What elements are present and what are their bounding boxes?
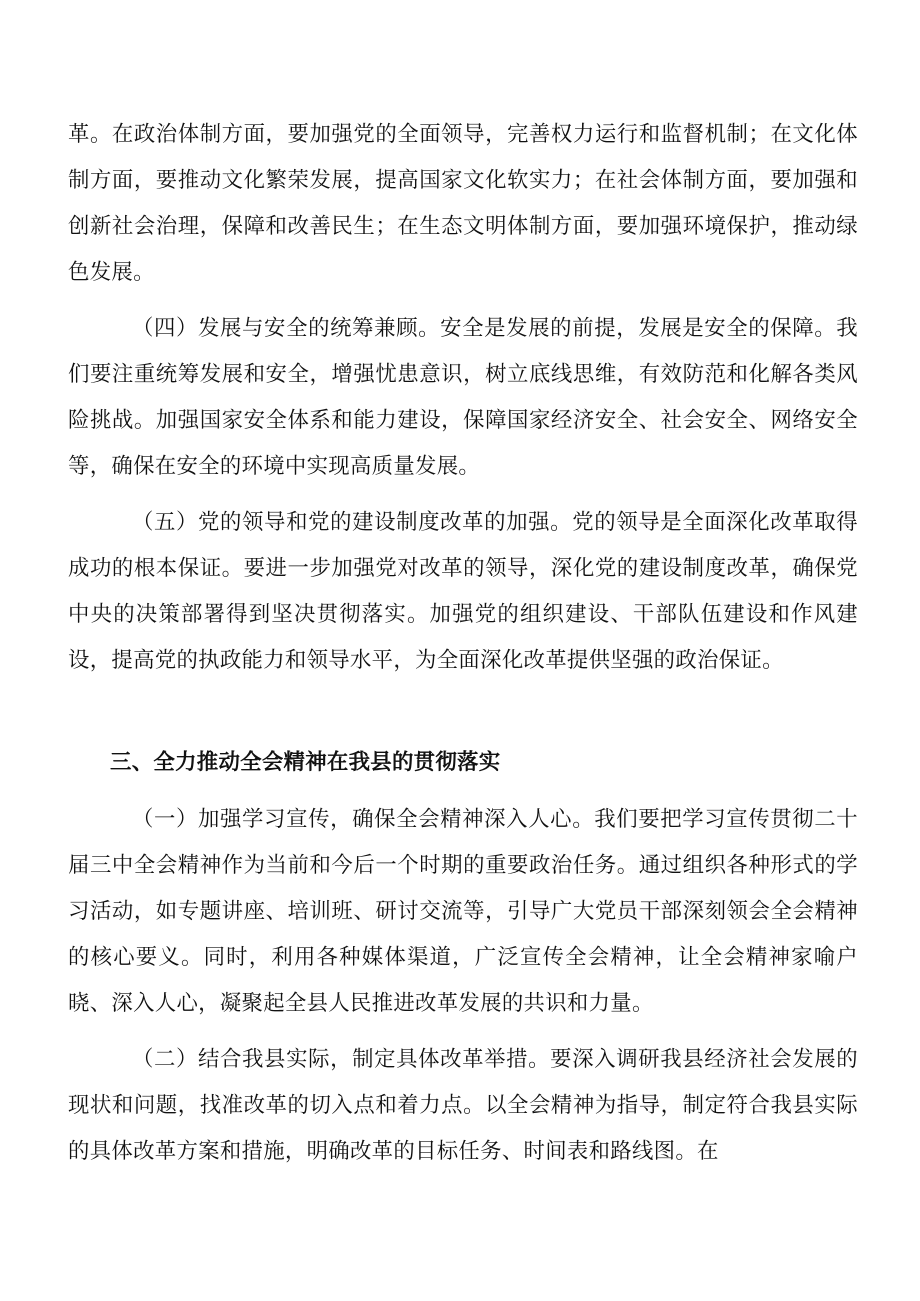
paragraph-study-publicity: （一）加强学习宣传，确保全会精神深入人心。我们要把学习宣传贯彻二十届三中全会精神作为当前和今后一个时期的重要政治任务。通过组织各种形式的学习活动，如专题讲座、培训班、研讨交流等，引导广大党员干部深刻领会全会精神的核心要义。同时，利用各种媒体渠道，广泛宣传全会精神，让全会精神家喻户晓、深入人心，凝聚起全县人民推进改革发展的共识和力量。 [68,807,858,1016]
paragraph-party-leadership: （五）党的领导和党的建设制度改革的加强。党的领导是全面深化改革取得成功的根本保证。要进一步加强党对改革的领导，深化党的建设制度改革，确保党中央的决策部署得到坚决贯彻落实。加强党的组织建设、干部队伍建设和作风建设，提高党的执政能力和领导水平，为全面深化改革提供坚强的政治保证。 [68,510,858,673]
paragraph-reform-measures: （二）结合我县实际，制定具体改革举措。要深入调研我县经济社会发展的现状和问题，找准改革的切入点和着力点。以全会精神为指导，制定符合我县实际的具体改革方案和措施，明确改革的目标任务、时间表和路线图。在 [68,1047,858,1164]
paragraph-continuation: 革。在政治体制方面，要加强党的全面领导，完善权力运行和监督机制；在文化体制方面，要推动文化繁荣发展，提高国家文化软实力；在社会体制方面，要加强和创新社会治理，保障和改善民生；在生态文明体制方面，要加强环境保护，推动绿色发展。 [68,122,858,285]
paragraph-development-security: （四）发展与安全的统筹兼顾。安全是发展的前提，发展是安全的保障。我们要注重统筹发展和安全，增强忧患意识，树立底线思维，有效防范和化解各类风险挑战。加强国家安全体系和能力建设，保障国家经济安全、社会安全、网络安全等，确保在安全的环境中实现高质量发展。 [68,316,858,479]
section-heading: 三、全力推动全会精神在我县的贯彻落实 [110,750,501,775]
